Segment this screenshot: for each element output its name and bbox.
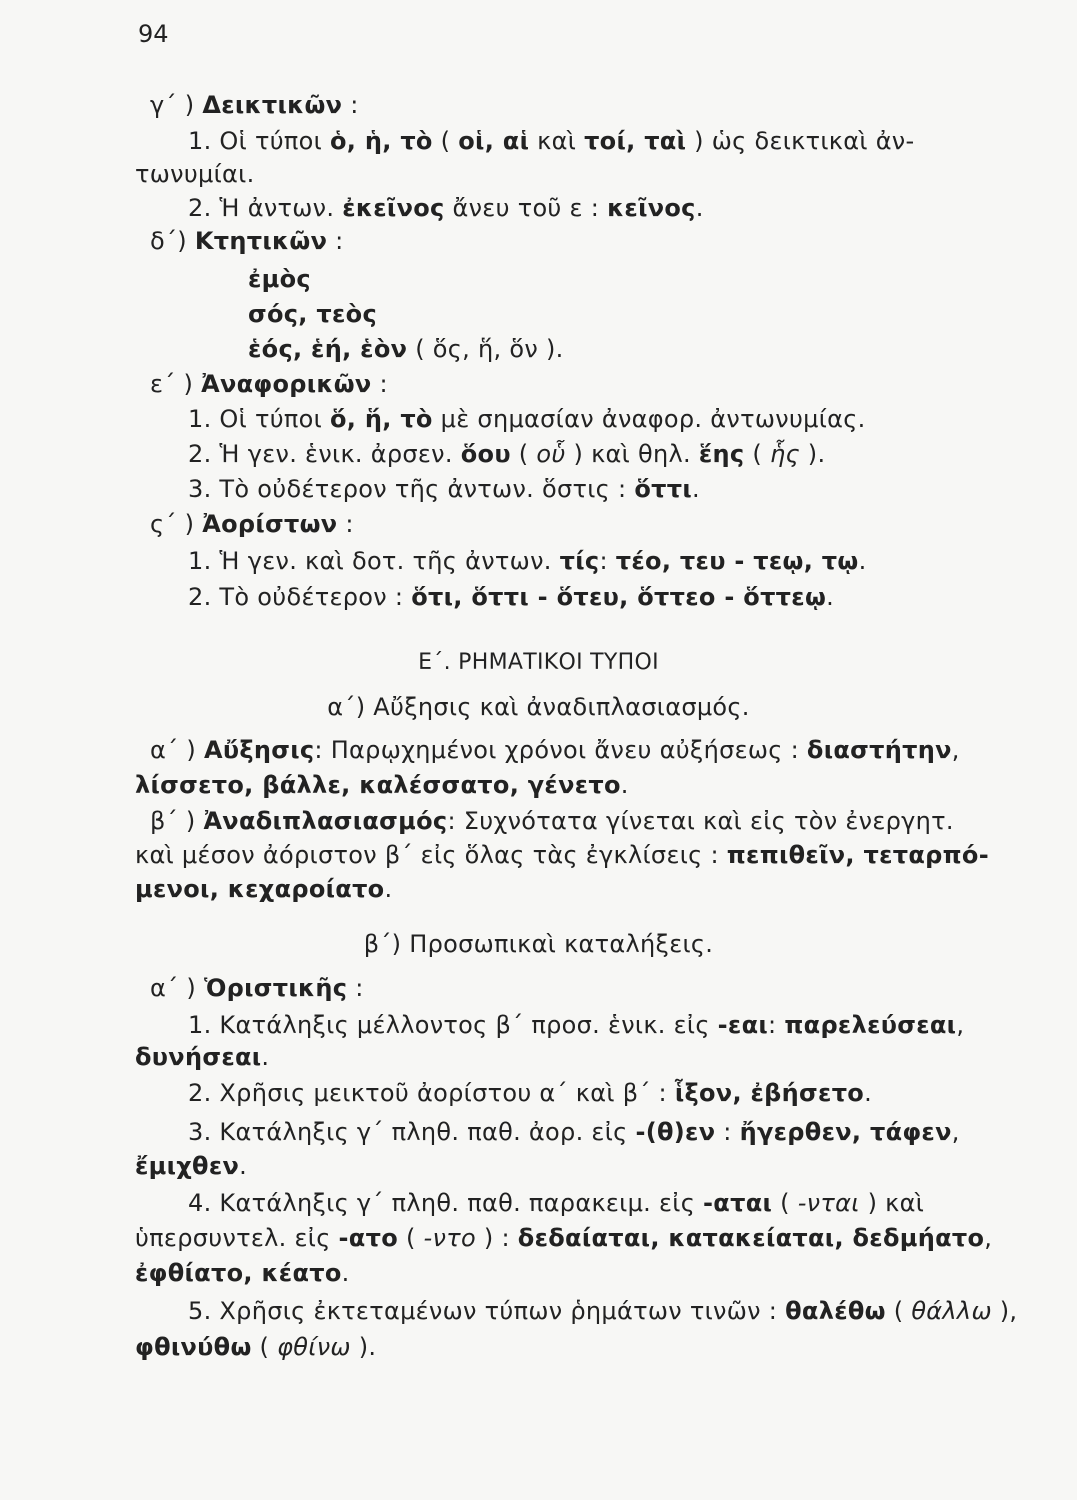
text-span: καὶ <box>529 127 585 155</box>
text-span: Κτητικῶν <box>194 227 328 255</box>
text-line <box>248 297 1077 331</box>
text-span: ( <box>885 1297 912 1325</box>
text-span: ( <box>772 1189 798 1217</box>
text-span: . <box>239 1152 248 1180</box>
text-line <box>188 191 1077 225</box>
text-span: μενοι, κεχαροίατο <box>135 875 385 903</box>
text-span: ὅου <box>460 440 511 468</box>
text-span: . <box>858 547 867 575</box>
text-line <box>188 1115 1077 1149</box>
text-span: ὅ, ἥ, τὸ <box>330 405 433 433</box>
text-span: : <box>327 227 344 255</box>
text-span: φθινύθω <box>135 1333 252 1361</box>
text-line <box>135 1040 1077 1074</box>
text-span: 4. Κατάληξις γ΄ πληθ. παθ. παρακειμ. εἰς <box>188 1189 704 1217</box>
text-span: 1. Οἱ τύποι <box>188 127 330 155</box>
text-span: ) ὡς δεικτικαὶ ἀν- <box>686 127 915 155</box>
text-span: β΄ ) <box>150 807 204 835</box>
text-line <box>188 1294 1077 1328</box>
text-span: : <box>342 91 359 119</box>
text-span: καὶ μέσον ἀόριστον β΄ εἰς ὅλας τὰς ἐγκλίσεις : <box>135 841 727 869</box>
text-span: ἑός, ἑή, ἑὸν <box>248 335 408 363</box>
text-span: διαστήτην <box>806 736 952 764</box>
text-span: . <box>692 475 700 503</box>
text-span: : <box>371 370 388 398</box>
text-span: -ντο <box>423 1224 476 1252</box>
text-span: 2. Ἡ ἀντων. <box>188 194 343 222</box>
text-line <box>188 402 1077 436</box>
text-span: γ΄ ) <box>150 91 203 119</box>
text-span: δεδαίαται, κατακείαται, δεδμήατο <box>517 1224 985 1252</box>
text-span: : <box>337 510 354 538</box>
text-line <box>135 768 1077 802</box>
text-span: : Παρῳχημένοι χρόνοι ἄνευ αὐξήσεως : <box>314 736 807 764</box>
text-span: σός, τεὸς <box>248 300 377 328</box>
text-span: 3. Κατάληξις γ΄ πληθ. παθ. ἀορ. εἰς <box>188 1118 636 1146</box>
text-line <box>188 1186 1077 1220</box>
text-span: οἱ, αἱ <box>458 127 530 155</box>
text-span: ), <box>991 1297 1018 1325</box>
text-span: . <box>384 875 393 903</box>
text-span: Ἀορίστων <box>202 510 338 538</box>
text-span: 3. Τὸ οὐδέτερον τῆς ἀντων. ὅστις : <box>188 475 635 503</box>
text-span: Δεικτικῶν <box>202 91 343 119</box>
text-span: : <box>768 1011 785 1039</box>
text-span: πεπιθεῖν, τεταρπό- <box>726 841 989 869</box>
text-span: ἐφθίατο, κέατο <box>135 1259 342 1287</box>
text-line <box>150 971 1077 1005</box>
section-heading <box>0 646 1077 680</box>
text-span: τίς <box>559 547 600 575</box>
text-span: ἐκεῖνος <box>342 194 445 222</box>
text-span: ἧς <box>769 440 800 468</box>
text-line <box>150 507 1077 541</box>
text-line <box>248 262 1077 296</box>
text-span: τοί, ταὶ <box>584 127 687 155</box>
text-span: ἕης <box>698 440 745 468</box>
text-line <box>135 157 1077 191</box>
subsection-heading <box>0 927 1077 961</box>
text-span: ὅττι <box>634 475 692 503</box>
text-line <box>188 544 1077 578</box>
text-span: ε΄ ) <box>150 370 202 398</box>
text-line <box>135 1330 1077 1364</box>
text-span: : <box>599 547 616 575</box>
text-span: παρελεύσεαι <box>784 1011 957 1039</box>
text-span: 1. Οἱ τύποι <box>188 405 330 433</box>
text-span: Αὔξησις <box>203 736 315 764</box>
text-span: -ατο <box>338 1224 399 1252</box>
text-span: Ὁριστικῆς <box>203 974 348 1002</box>
text-span: ς΄ ) <box>150 510 203 538</box>
text-span: : <box>347 974 364 1002</box>
text-span: ( ὅς, ἥ, ὅν ). <box>407 335 564 363</box>
text-line <box>135 872 1077 906</box>
text-span: . <box>341 1259 350 1287</box>
text-span: τωνυμίαι. <box>135 160 255 188</box>
text-line <box>188 437 1077 471</box>
text-line <box>188 1008 1077 1042</box>
text-span: . <box>261 1043 270 1071</box>
text-line <box>150 88 1077 122</box>
text-span: θαλέθω <box>785 1297 886 1325</box>
text-span: . <box>620 771 629 799</box>
text-span: οὗ <box>536 440 566 468</box>
text-span: α΄ ) <box>150 736 204 764</box>
text-span: Ἀναφορικῶν <box>201 370 372 398</box>
text-span: θάλλω <box>911 1297 992 1325</box>
text-span: δυνήσεαι <box>135 1043 262 1071</box>
text-span: ἤγερθεν, τάφεν <box>739 1118 952 1146</box>
text-span: ἐμὸς <box>248 265 311 293</box>
text-span: ἔμιχθεν <box>135 1152 240 1180</box>
text-line <box>150 733 1077 767</box>
text-span: -(θ)εν <box>635 1118 716 1146</box>
text-span: 2. Τὸ οὐδέτερον : <box>188 583 412 611</box>
text-span: ) καὶ θηλ. <box>565 440 699 468</box>
text-span: 2. Ἡ γεν. ἑνικ. ἀρσεν. <box>188 440 461 468</box>
text-span: φθίνω <box>277 1333 351 1361</box>
text-line <box>135 1221 1077 1255</box>
text-span: 2. Χρῆσις μεικτοῦ ἀορίστου α΄ καὶ β΄ : <box>188 1079 675 1107</box>
text-span: . <box>864 1079 873 1107</box>
text-line <box>150 224 1077 258</box>
text-span: ). <box>350 1333 377 1361</box>
text-span: α΄ ) <box>150 974 204 1002</box>
text-line <box>248 332 1077 366</box>
text-span: , <box>984 1224 993 1252</box>
text-span: δ΄) <box>150 227 195 255</box>
text-span: ) : <box>475 1224 518 1252</box>
text-line <box>135 1149 1077 1183</box>
text-span: ). <box>799 440 826 468</box>
text-span: 1. Ἡ γεν. καὶ δοτ. τῆς ἀντων. <box>188 547 560 575</box>
text-span: Ἀναδιπλασιασμός <box>203 807 448 835</box>
text-span: -εαι <box>717 1011 769 1039</box>
text-span: : Συχνότατα γίνεται καὶ εἰς τὸν ἐνεργητ. <box>447 807 954 835</box>
text-line <box>150 804 1077 838</box>
text-line <box>188 580 1077 614</box>
text-span: ἷξον, ἐβήσετο <box>674 1079 865 1107</box>
text-span: ὅτι, ὅττι - ὅτευ, ὅττεο - ὅττεῳ <box>411 583 827 611</box>
text-span: , <box>951 1118 960 1146</box>
text-span: ἄνευ τοῦ ε : <box>444 194 608 222</box>
text-line <box>188 472 1077 506</box>
text-span: , <box>951 736 960 764</box>
text-span: : <box>715 1118 740 1146</box>
text-span: κεῖνος <box>607 194 696 222</box>
page-number: 94 <box>138 20 169 48</box>
text-span: . <box>826 583 835 611</box>
text-line <box>188 124 1077 158</box>
text-span: . <box>695 194 704 222</box>
subsection-heading <box>0 690 1077 724</box>
text-span: λίσσετο, βάλλε, καλέσσατο, γένετο <box>135 771 621 799</box>
text-span: ὁ, ἡ, τὸ <box>330 127 433 155</box>
text-span: ) καὶ <box>859 1189 925 1217</box>
text-span: ὑπερσυντελ. εἰς <box>135 1224 339 1252</box>
text-span: α΄) Αὔξησις καὶ ἀναδιπλασιασμός. <box>327 693 750 721</box>
text-span: ( <box>432 127 459 155</box>
text-span: ( <box>398 1224 424 1252</box>
text-line <box>135 838 1077 872</box>
text-span: 1. Κατάληξις μέλλοντος β΄ προσ. ἑνικ. εἰς <box>188 1011 718 1039</box>
text-line <box>150 367 1077 401</box>
text-span: β΄) Προσωπικαὶ καταλήξεις. <box>363 930 714 958</box>
text-span: 5. Χρῆσις ἐκτεταμένων τύπων ῥημάτων τινῶν : <box>188 1297 786 1325</box>
text-span: τέο, τευ - τεῳ, τῳ <box>615 547 859 575</box>
text-span: Ε΄. ΡΗΜΑΤΙΚΟΙ ΤΥΠΟΙ <box>418 650 659 675</box>
text-line <box>188 1076 1077 1110</box>
text-span: -νται <box>797 1189 860 1217</box>
text-span: ( <box>510 440 537 468</box>
text-line <box>135 1256 1077 1290</box>
text-span: , <box>956 1011 965 1039</box>
text-span: ( <box>744 440 770 468</box>
text-span: -αται <box>703 1189 773 1217</box>
text-span: μὲ σημασίαν ἀναφορ. ἀντωνυμίας. <box>432 405 866 433</box>
text-span: ( <box>251 1333 278 1361</box>
